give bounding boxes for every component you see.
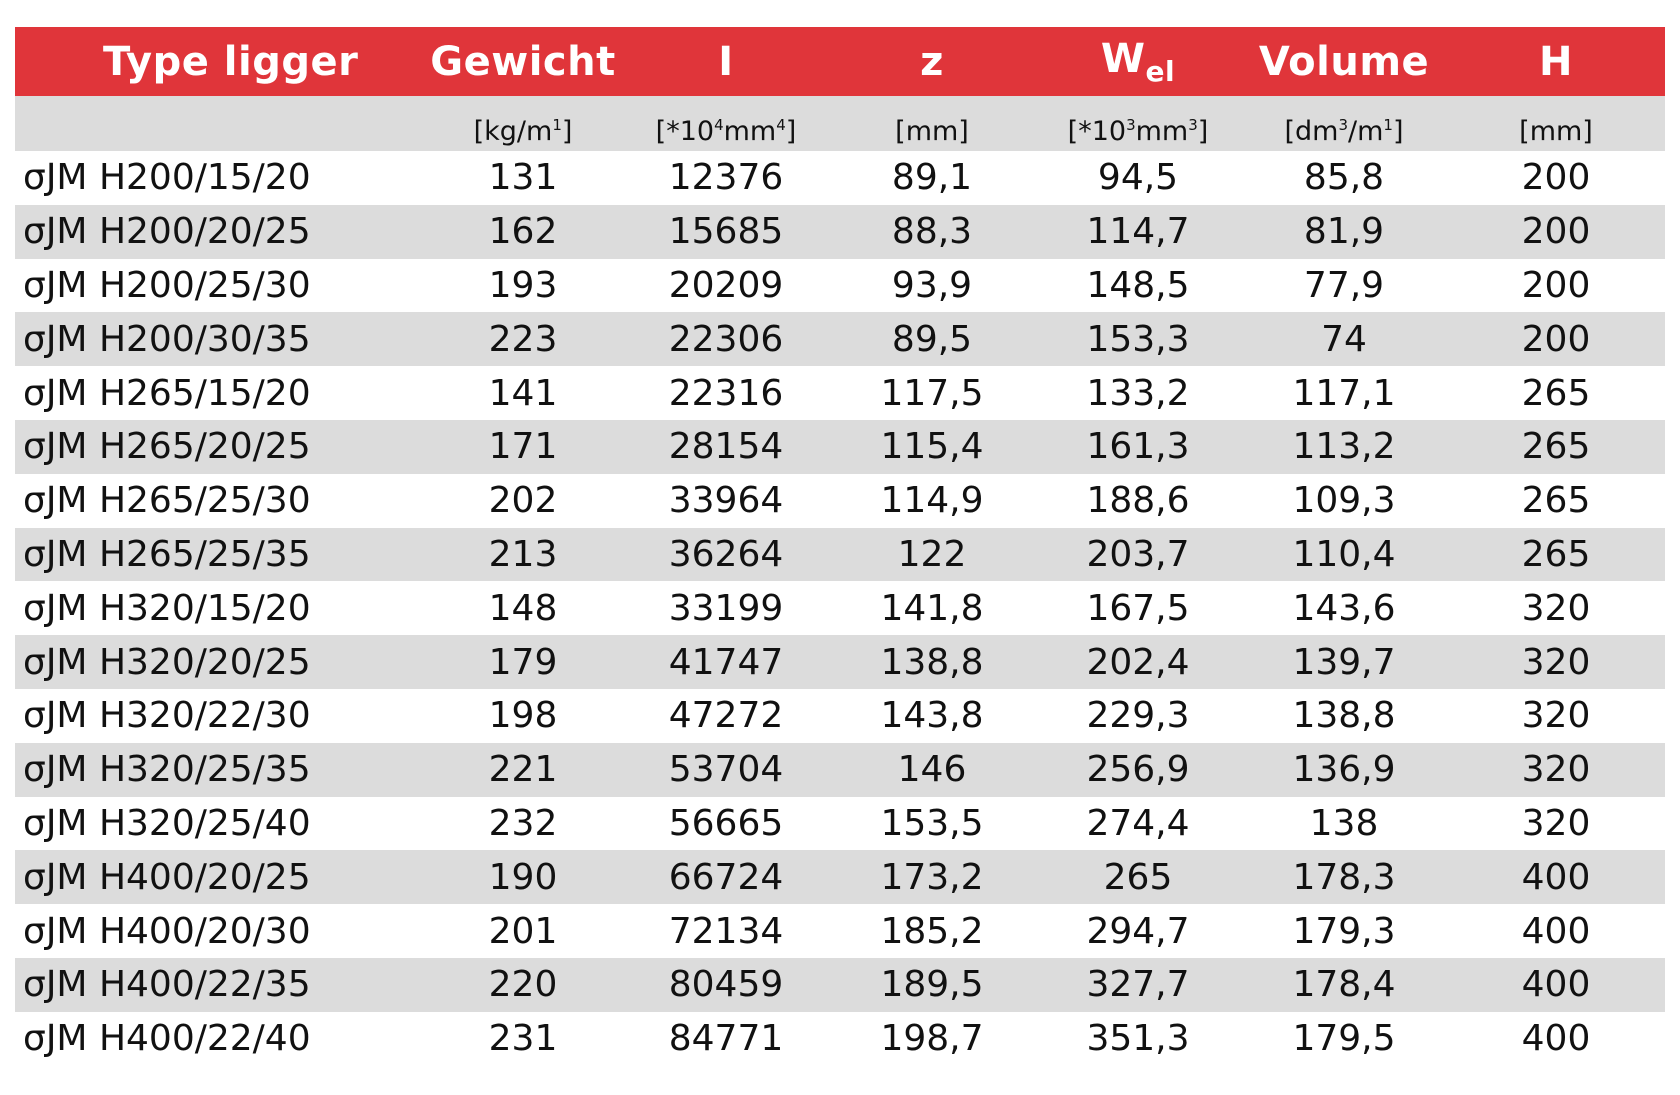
cell-z: 115,4 xyxy=(829,420,1035,474)
cell-wel: 274,4 xyxy=(1035,797,1241,851)
cell-type: σJM H320/22/30 xyxy=(15,689,423,743)
header-wel-subscript: el xyxy=(1145,54,1176,88)
cell-z: 141,8 xyxy=(829,581,1035,635)
unit-wel-c: ] xyxy=(1197,116,1209,147)
beam-properties-table-container xyxy=(15,27,1665,1066)
unit-volume-a: [dm xyxy=(1284,116,1339,147)
cell-gewicht: 141 xyxy=(423,366,623,420)
cell-i: 84771 xyxy=(623,1012,829,1066)
cell-h: 320 xyxy=(1447,581,1665,635)
cell-h: 265 xyxy=(1447,528,1665,582)
cell-volume: 143,6 xyxy=(1241,581,1447,635)
cell-h: 265 xyxy=(1447,474,1665,528)
cell-wel: 203,7 xyxy=(1035,528,1241,582)
unit-volume xyxy=(1241,96,1447,151)
cell-volume: 77,9 xyxy=(1241,259,1447,313)
cell-type: σJM H200/30/35 xyxy=(15,312,423,366)
unit-z: [mm] xyxy=(829,96,1035,151)
cell-gewicht: 198 xyxy=(423,689,623,743)
cell-i: 22306 xyxy=(623,312,829,366)
cell-h: 200 xyxy=(1447,151,1665,205)
cell-wel: 265 xyxy=(1035,850,1241,904)
cell-gewicht: 201 xyxy=(423,904,623,958)
cell-i: 66724 xyxy=(623,850,829,904)
table-row xyxy=(15,850,1665,904)
cell-h: 200 xyxy=(1447,312,1665,366)
cell-gewicht: 232 xyxy=(423,797,623,851)
beam-properties-table xyxy=(15,27,1665,1066)
unit-i-a: [*10 xyxy=(655,116,715,147)
cell-wel: 256,9 xyxy=(1035,743,1241,797)
cell-wel: 161,3 xyxy=(1035,420,1241,474)
cell-i: 56665 xyxy=(623,797,829,851)
table-row xyxy=(15,151,1665,205)
table-row xyxy=(15,205,1665,259)
cell-volume: 178,4 xyxy=(1241,958,1447,1012)
cell-wel: 153,3 xyxy=(1035,312,1241,366)
unit-i-sup2: 4 xyxy=(776,116,786,134)
cell-gewicht: 190 xyxy=(423,850,623,904)
cell-i: 72134 xyxy=(623,904,829,958)
unit-h: [mm] xyxy=(1447,96,1665,151)
cell-gewicht: 221 xyxy=(423,743,623,797)
cell-gewicht: 202 xyxy=(423,474,623,528)
cell-volume: 139,7 xyxy=(1241,635,1447,689)
unit-gewicht-b: ] xyxy=(561,116,573,147)
cell-gewicht: 162 xyxy=(423,205,623,259)
cell-i: 80459 xyxy=(623,958,829,1012)
cell-volume: 179,3 xyxy=(1241,904,1447,958)
header-row xyxy=(15,27,1665,96)
cell-z: 114,9 xyxy=(829,474,1035,528)
unit-gewicht xyxy=(423,96,623,151)
cell-gewicht: 148 xyxy=(423,581,623,635)
cell-wel: 351,3 xyxy=(1035,1012,1241,1066)
table-body xyxy=(15,151,1665,1066)
cell-z: 185,2 xyxy=(829,904,1035,958)
cell-type: σJM H320/25/40 xyxy=(15,797,423,851)
cell-volume: 113,2 xyxy=(1241,420,1447,474)
cell-i: 33964 xyxy=(623,474,829,528)
cell-h: 200 xyxy=(1447,259,1665,313)
unit-gewicht-a: [kg/m xyxy=(473,116,553,147)
cell-z: 122 xyxy=(829,528,1035,582)
cell-z: 198,7 xyxy=(829,1012,1035,1066)
unit-volume-sup1: 3 xyxy=(1338,116,1349,134)
cell-gewicht: 131 xyxy=(423,151,623,205)
unit-type xyxy=(15,96,423,151)
cell-volume: 109,3 xyxy=(1241,474,1447,528)
cell-i: 15685 xyxy=(623,205,829,259)
cell-i: 53704 xyxy=(623,743,829,797)
cell-type: σJM H265/20/25 xyxy=(15,420,423,474)
cell-wel: 294,7 xyxy=(1035,904,1241,958)
cell-volume: 74 xyxy=(1241,312,1447,366)
cell-volume: 138,8 xyxy=(1241,689,1447,743)
cell-i: 41747 xyxy=(623,635,829,689)
cell-i: 36264 xyxy=(623,528,829,582)
cell-i: 33199 xyxy=(623,581,829,635)
cell-volume: 85,8 xyxy=(1241,151,1447,205)
unit-wel-sup1: 3 xyxy=(1126,116,1136,134)
table-row xyxy=(15,366,1665,420)
cell-volume: 81,9 xyxy=(1241,205,1447,259)
header-i: I xyxy=(623,27,829,96)
header-type: Type ligger xyxy=(15,27,423,96)
table-row xyxy=(15,581,1665,635)
cell-volume: 136,9 xyxy=(1241,743,1447,797)
cell-type: σJM H265/15/20 xyxy=(15,366,423,420)
header-z: z xyxy=(829,27,1035,96)
unit-gewicht-sup: 1 xyxy=(552,116,562,134)
cell-z: 173,2 xyxy=(829,850,1035,904)
table-row xyxy=(15,904,1665,958)
cell-h: 320 xyxy=(1447,743,1665,797)
cell-wel: 114,7 xyxy=(1035,205,1241,259)
cell-h: 400 xyxy=(1447,850,1665,904)
cell-type: σJM H265/25/30 xyxy=(15,474,423,528)
cell-volume: 110,4 xyxy=(1241,528,1447,582)
table-row xyxy=(15,797,1665,851)
table-row xyxy=(15,958,1665,1012)
unit-i-c: ] xyxy=(785,116,797,147)
unit-i-b: mm xyxy=(723,116,777,147)
unit-row xyxy=(15,96,1665,151)
cell-type: σJM H400/20/25 xyxy=(15,850,423,904)
cell-i: 47272 xyxy=(623,689,829,743)
cell-h: 200 xyxy=(1447,205,1665,259)
cell-wel: 94,5 xyxy=(1035,151,1241,205)
cell-z: 153,5 xyxy=(829,797,1035,851)
cell-type: σJM H265/25/35 xyxy=(15,528,423,582)
cell-z: 89,5 xyxy=(829,312,1035,366)
table-row xyxy=(15,420,1665,474)
unit-wel-b: mm xyxy=(1135,116,1189,147)
header-h: H xyxy=(1447,27,1665,96)
cell-h: 265 xyxy=(1447,420,1665,474)
table-row xyxy=(15,689,1665,743)
cell-i: 28154 xyxy=(623,420,829,474)
cell-type: σJM H400/22/35 xyxy=(15,958,423,1012)
unit-volume-c: ] xyxy=(1392,116,1404,147)
cell-gewicht: 179 xyxy=(423,635,623,689)
table-row xyxy=(15,474,1665,528)
cell-h: 400 xyxy=(1447,904,1665,958)
cell-volume: 117,1 xyxy=(1241,366,1447,420)
unit-wel-sup2: 3 xyxy=(1188,116,1198,134)
unit-volume-sup2: 1 xyxy=(1383,116,1393,134)
unit-i-sup1: 4 xyxy=(714,116,724,134)
table-row xyxy=(15,528,1665,582)
unit-volume-b: /m xyxy=(1348,116,1384,147)
header-wel xyxy=(1035,27,1241,96)
cell-gewicht: 220 xyxy=(423,958,623,1012)
cell-gewicht: 171 xyxy=(423,420,623,474)
cell-z: 146 xyxy=(829,743,1035,797)
cell-h: 400 xyxy=(1447,958,1665,1012)
cell-type: σJM H320/20/25 xyxy=(15,635,423,689)
table-row xyxy=(15,259,1665,313)
cell-h: 320 xyxy=(1447,797,1665,851)
unit-wel-a: [*10 xyxy=(1067,116,1127,147)
cell-type: σJM H320/25/35 xyxy=(15,743,423,797)
table-row xyxy=(15,1012,1665,1066)
cell-wel: 167,5 xyxy=(1035,581,1241,635)
cell-gewicht: 193 xyxy=(423,259,623,313)
cell-h: 265 xyxy=(1447,366,1665,420)
cell-volume: 179,5 xyxy=(1241,1012,1447,1066)
cell-type: σJM H200/25/30 xyxy=(15,259,423,313)
cell-h: 400 xyxy=(1447,1012,1665,1066)
header-gewicht: Gewicht xyxy=(423,27,623,96)
cell-h: 320 xyxy=(1447,635,1665,689)
cell-wel: 202,4 xyxy=(1035,635,1241,689)
cell-gewicht: 213 xyxy=(423,528,623,582)
cell-h: 320 xyxy=(1447,689,1665,743)
cell-type: σJM H200/15/20 xyxy=(15,151,423,205)
cell-wel: 148,5 xyxy=(1035,259,1241,313)
cell-type: σJM H320/15/20 xyxy=(15,581,423,635)
cell-wel: 229,3 xyxy=(1035,689,1241,743)
cell-z: 143,8 xyxy=(829,689,1035,743)
cell-wel: 188,6 xyxy=(1035,474,1241,528)
cell-z: 189,5 xyxy=(829,958,1035,1012)
cell-i: 22316 xyxy=(623,366,829,420)
unit-wel xyxy=(1035,96,1241,151)
cell-volume: 178,3 xyxy=(1241,850,1447,904)
cell-i: 20209 xyxy=(623,259,829,313)
header-wel-main: W xyxy=(1100,35,1146,82)
cell-z: 117,5 xyxy=(829,366,1035,420)
cell-volume: 138 xyxy=(1241,797,1447,851)
cell-gewicht: 231 xyxy=(423,1012,623,1066)
cell-z: 138,8 xyxy=(829,635,1035,689)
cell-gewicht: 223 xyxy=(423,312,623,366)
cell-type: σJM H400/22/40 xyxy=(15,1012,423,1066)
cell-type: σJM H400/20/30 xyxy=(15,904,423,958)
cell-wel: 327,7 xyxy=(1035,958,1241,1012)
cell-z: 89,1 xyxy=(829,151,1035,205)
header-volume: Volume xyxy=(1241,27,1447,96)
cell-wel: 133,2 xyxy=(1035,366,1241,420)
unit-i xyxy=(623,96,829,151)
cell-z: 93,9 xyxy=(829,259,1035,313)
table-row xyxy=(15,743,1665,797)
table-row xyxy=(15,312,1665,366)
cell-z: 88,3 xyxy=(829,205,1035,259)
cell-type: σJM H200/20/25 xyxy=(15,205,423,259)
cell-i: 12376 xyxy=(623,151,829,205)
table-row xyxy=(15,635,1665,689)
